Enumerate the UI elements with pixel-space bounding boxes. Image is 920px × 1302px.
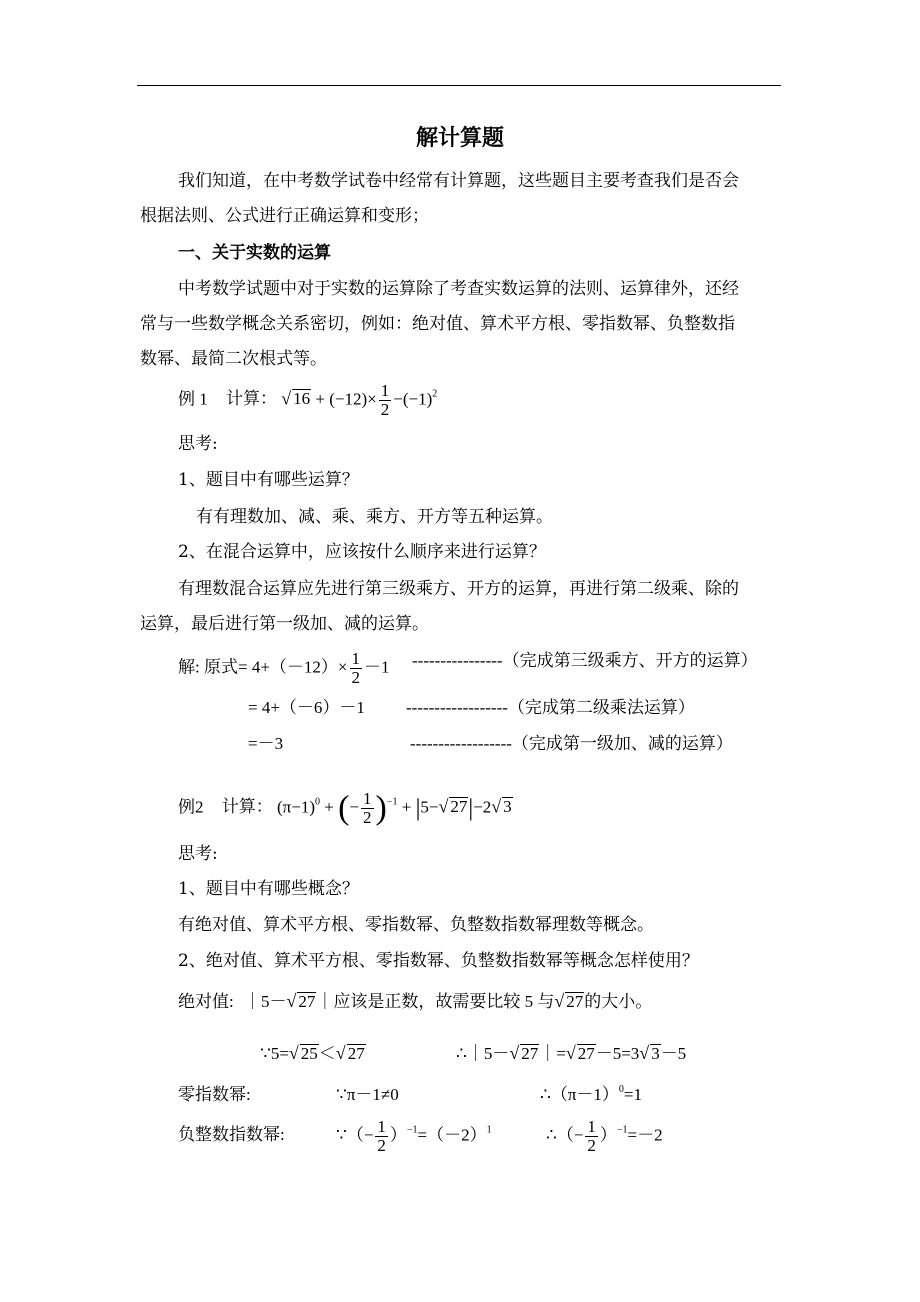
sqrt-arg: 27 xyxy=(347,1044,365,1063)
sqrt-arg: 16 xyxy=(293,389,311,409)
section-heading: 一、关于实数的运算 xyxy=(178,243,331,263)
text: ｜= xyxy=(539,1044,566,1063)
question-2: 2、在混合运算中，应该按什么顺序来进行运算？ xyxy=(178,542,546,562)
sqrt-sign: √ xyxy=(639,1043,650,1063)
question-4: 2、绝对值、算术平方根、零指数幂、负整数指数幂等概念怎样使用？ xyxy=(178,951,699,971)
op: − xyxy=(349,797,360,817)
frac-num: 1 xyxy=(351,649,360,668)
abs-bar: | xyxy=(415,795,421,822)
para-line-1: 中考数学试题中对于实数的运算除了考查实数运算的法则、运算律外，还经 xyxy=(178,279,739,299)
think-label-1: 思考: xyxy=(178,434,218,454)
solution-line-3-note xyxy=(410,733,733,755)
text: －5 xyxy=(660,1044,687,1063)
frac-num: 1 xyxy=(380,381,390,400)
example-1 xyxy=(178,382,437,419)
text: ） xyxy=(389,1125,407,1145)
neg-exponent-label: 负整数指数幂: xyxy=(178,1125,285,1144)
op: + xyxy=(324,797,334,817)
dash-leader: ------------------ xyxy=(410,734,512,753)
para-line-2: 常与一些数学概念关系密切，例如：绝对值、算术平方根、零指数幂、负整数指 xyxy=(140,314,735,334)
sqrt-arg: 27 xyxy=(577,1044,595,1063)
solution-line-1-note xyxy=(412,650,758,672)
zero-exponent-cond: ∵π－1≠0 xyxy=(336,1085,399,1104)
sqrt-arg: 27 xyxy=(566,992,584,1011)
sqrt-arg: 27 xyxy=(521,1044,539,1063)
text: =－2 xyxy=(627,1125,663,1145)
sqrt-sign: √ xyxy=(554,991,565,1011)
sqrt-arg: 3 xyxy=(503,797,512,817)
sqrt-sign: √ xyxy=(509,1043,520,1063)
step-note: （完成第二级乘法运算） xyxy=(507,698,695,717)
text: ｜5－ xyxy=(243,992,287,1011)
frac-num: 1 xyxy=(587,1117,596,1136)
text: ∴（π－1） xyxy=(540,1085,619,1104)
op: + xyxy=(315,389,325,409)
solution-line-1 xyxy=(178,650,390,687)
solution-expr: －1 xyxy=(364,657,390,677)
zero-exponent-result xyxy=(540,1084,642,1106)
paren: ) xyxy=(375,789,387,827)
step-note: （完成第三级乘方、开方的运算） xyxy=(502,651,758,670)
solution-line-2-note xyxy=(406,697,695,719)
example-1-label: 例 1 xyxy=(178,389,208,409)
page-title: 解计算题 xyxy=(415,126,504,151)
dash-leader: ---------------- xyxy=(412,651,503,670)
compare-therefore xyxy=(456,1042,686,1065)
abs-value-line xyxy=(178,990,652,1013)
term: 5− xyxy=(420,797,439,817)
answer-2-line-1: 有理数混合运算应先进行第三级乘方、开方的运算，再进行第二级乘、除的 xyxy=(178,579,739,599)
exponent: −1 xyxy=(406,1124,418,1136)
sqrt-sign: √ xyxy=(491,796,502,817)
header-rule xyxy=(137,85,781,86)
zero-exponent-label: 零指数幂: xyxy=(178,1085,251,1104)
op: ＜ xyxy=(318,1044,336,1063)
example-1-prompt: 计算： xyxy=(226,389,277,409)
sqrt-arg: 3 xyxy=(651,1044,660,1063)
solution-line-3: =－3 xyxy=(248,734,284,753)
solution-label: 解: xyxy=(178,657,200,677)
text: ） xyxy=(599,1125,617,1145)
fraction xyxy=(585,1118,598,1155)
paren: ( xyxy=(338,789,350,827)
text: 的大小。 xyxy=(584,992,653,1011)
frac-num: 1 xyxy=(363,789,372,808)
neg-exponent-result xyxy=(546,1118,663,1155)
frac-num: 1 xyxy=(377,1117,386,1136)
frac-den: 2 xyxy=(587,1136,596,1155)
abs-label: 绝对值: xyxy=(178,992,234,1011)
fraction xyxy=(379,382,392,419)
sqrt-sign: √ xyxy=(286,991,297,1011)
term: (π−1) xyxy=(277,797,315,817)
text: ∴（− xyxy=(546,1125,584,1145)
intro-line-2: 根据法则、公式进行正确运算和变形； xyxy=(140,206,429,226)
dash-leader: ------------------ xyxy=(406,698,508,717)
answer-1: 有有理数加、减、乘、乘方、开方等五种运算。 xyxy=(196,507,553,527)
term: (−12) xyxy=(329,389,368,409)
frac-den: 2 xyxy=(363,808,372,827)
sqrt-sign: √ xyxy=(288,1043,299,1063)
para-line-3: 数幂、最简二次根式等。 xyxy=(140,349,327,369)
sqrt-sign: √ xyxy=(438,796,449,817)
question-3: 1、题目中有哪些概念？ xyxy=(178,879,359,899)
frac-den: 2 xyxy=(380,400,390,419)
exponent: 0 xyxy=(315,796,320,808)
think-label-2: 思考: xyxy=(178,844,218,864)
step-note: （完成第一级加、减的运算） xyxy=(511,734,733,753)
fraction xyxy=(361,790,374,827)
frac-den: 2 xyxy=(377,1136,386,1155)
answer-3: 有绝对值、算术平方根、零指数幂、负整数指数幂理数等概念。 xyxy=(178,915,654,935)
exponent: 0 xyxy=(618,1084,624,1095)
op: × xyxy=(367,389,377,409)
solution-expr: 原式= 4+（－12）× xyxy=(203,657,348,677)
sqrt-sign: √ xyxy=(335,1043,346,1063)
sqrt-sign: √ xyxy=(565,1043,576,1063)
abs-bar: | xyxy=(468,795,474,822)
term: (−1) xyxy=(402,389,433,409)
fraction xyxy=(350,650,363,687)
text: =（－2） xyxy=(417,1125,487,1145)
solution-line-2: = 4+（－6）－1 xyxy=(248,698,365,717)
example-2 xyxy=(178,790,513,827)
exponent: 1 xyxy=(486,1124,492,1136)
term: −2 xyxy=(473,797,492,817)
sqrt-arg: 25 xyxy=(300,1044,318,1063)
exponent: −1 xyxy=(386,796,398,808)
frac-den: 2 xyxy=(351,668,360,687)
answer-2-line-2: 运算，最后进行第一级加、减的运算。 xyxy=(140,614,429,634)
intro-line-1: 我们知道，在中考数学试卷中经常有计算题，这些题目主要考查我们是否会 xyxy=(178,171,739,191)
compare-because xyxy=(260,1042,366,1065)
question-1: 1、题目中有哪些运算？ xyxy=(178,470,359,490)
text: ｜应该是正数，故需要比较 5 与 xyxy=(316,992,555,1011)
neg-exponent-cond xyxy=(336,1118,492,1155)
op: − xyxy=(393,389,403,409)
sqrt-sign: √ xyxy=(281,388,292,409)
text: －5=3 xyxy=(595,1044,640,1063)
exponent: −1 xyxy=(616,1124,628,1136)
exponent: 2 xyxy=(432,388,438,400)
fraction xyxy=(375,1118,388,1155)
text: ∵（− xyxy=(336,1125,374,1145)
text: ∵5= xyxy=(260,1044,289,1063)
text: ∴｜5－ xyxy=(456,1044,510,1063)
op: + xyxy=(401,797,412,817)
example-2-prompt: 计算： xyxy=(221,797,273,817)
sqrt-arg: 27 xyxy=(450,797,468,817)
text: =1 xyxy=(623,1085,642,1104)
sqrt-arg: 27 xyxy=(298,992,316,1011)
example-2-label: 例2 xyxy=(178,797,204,817)
